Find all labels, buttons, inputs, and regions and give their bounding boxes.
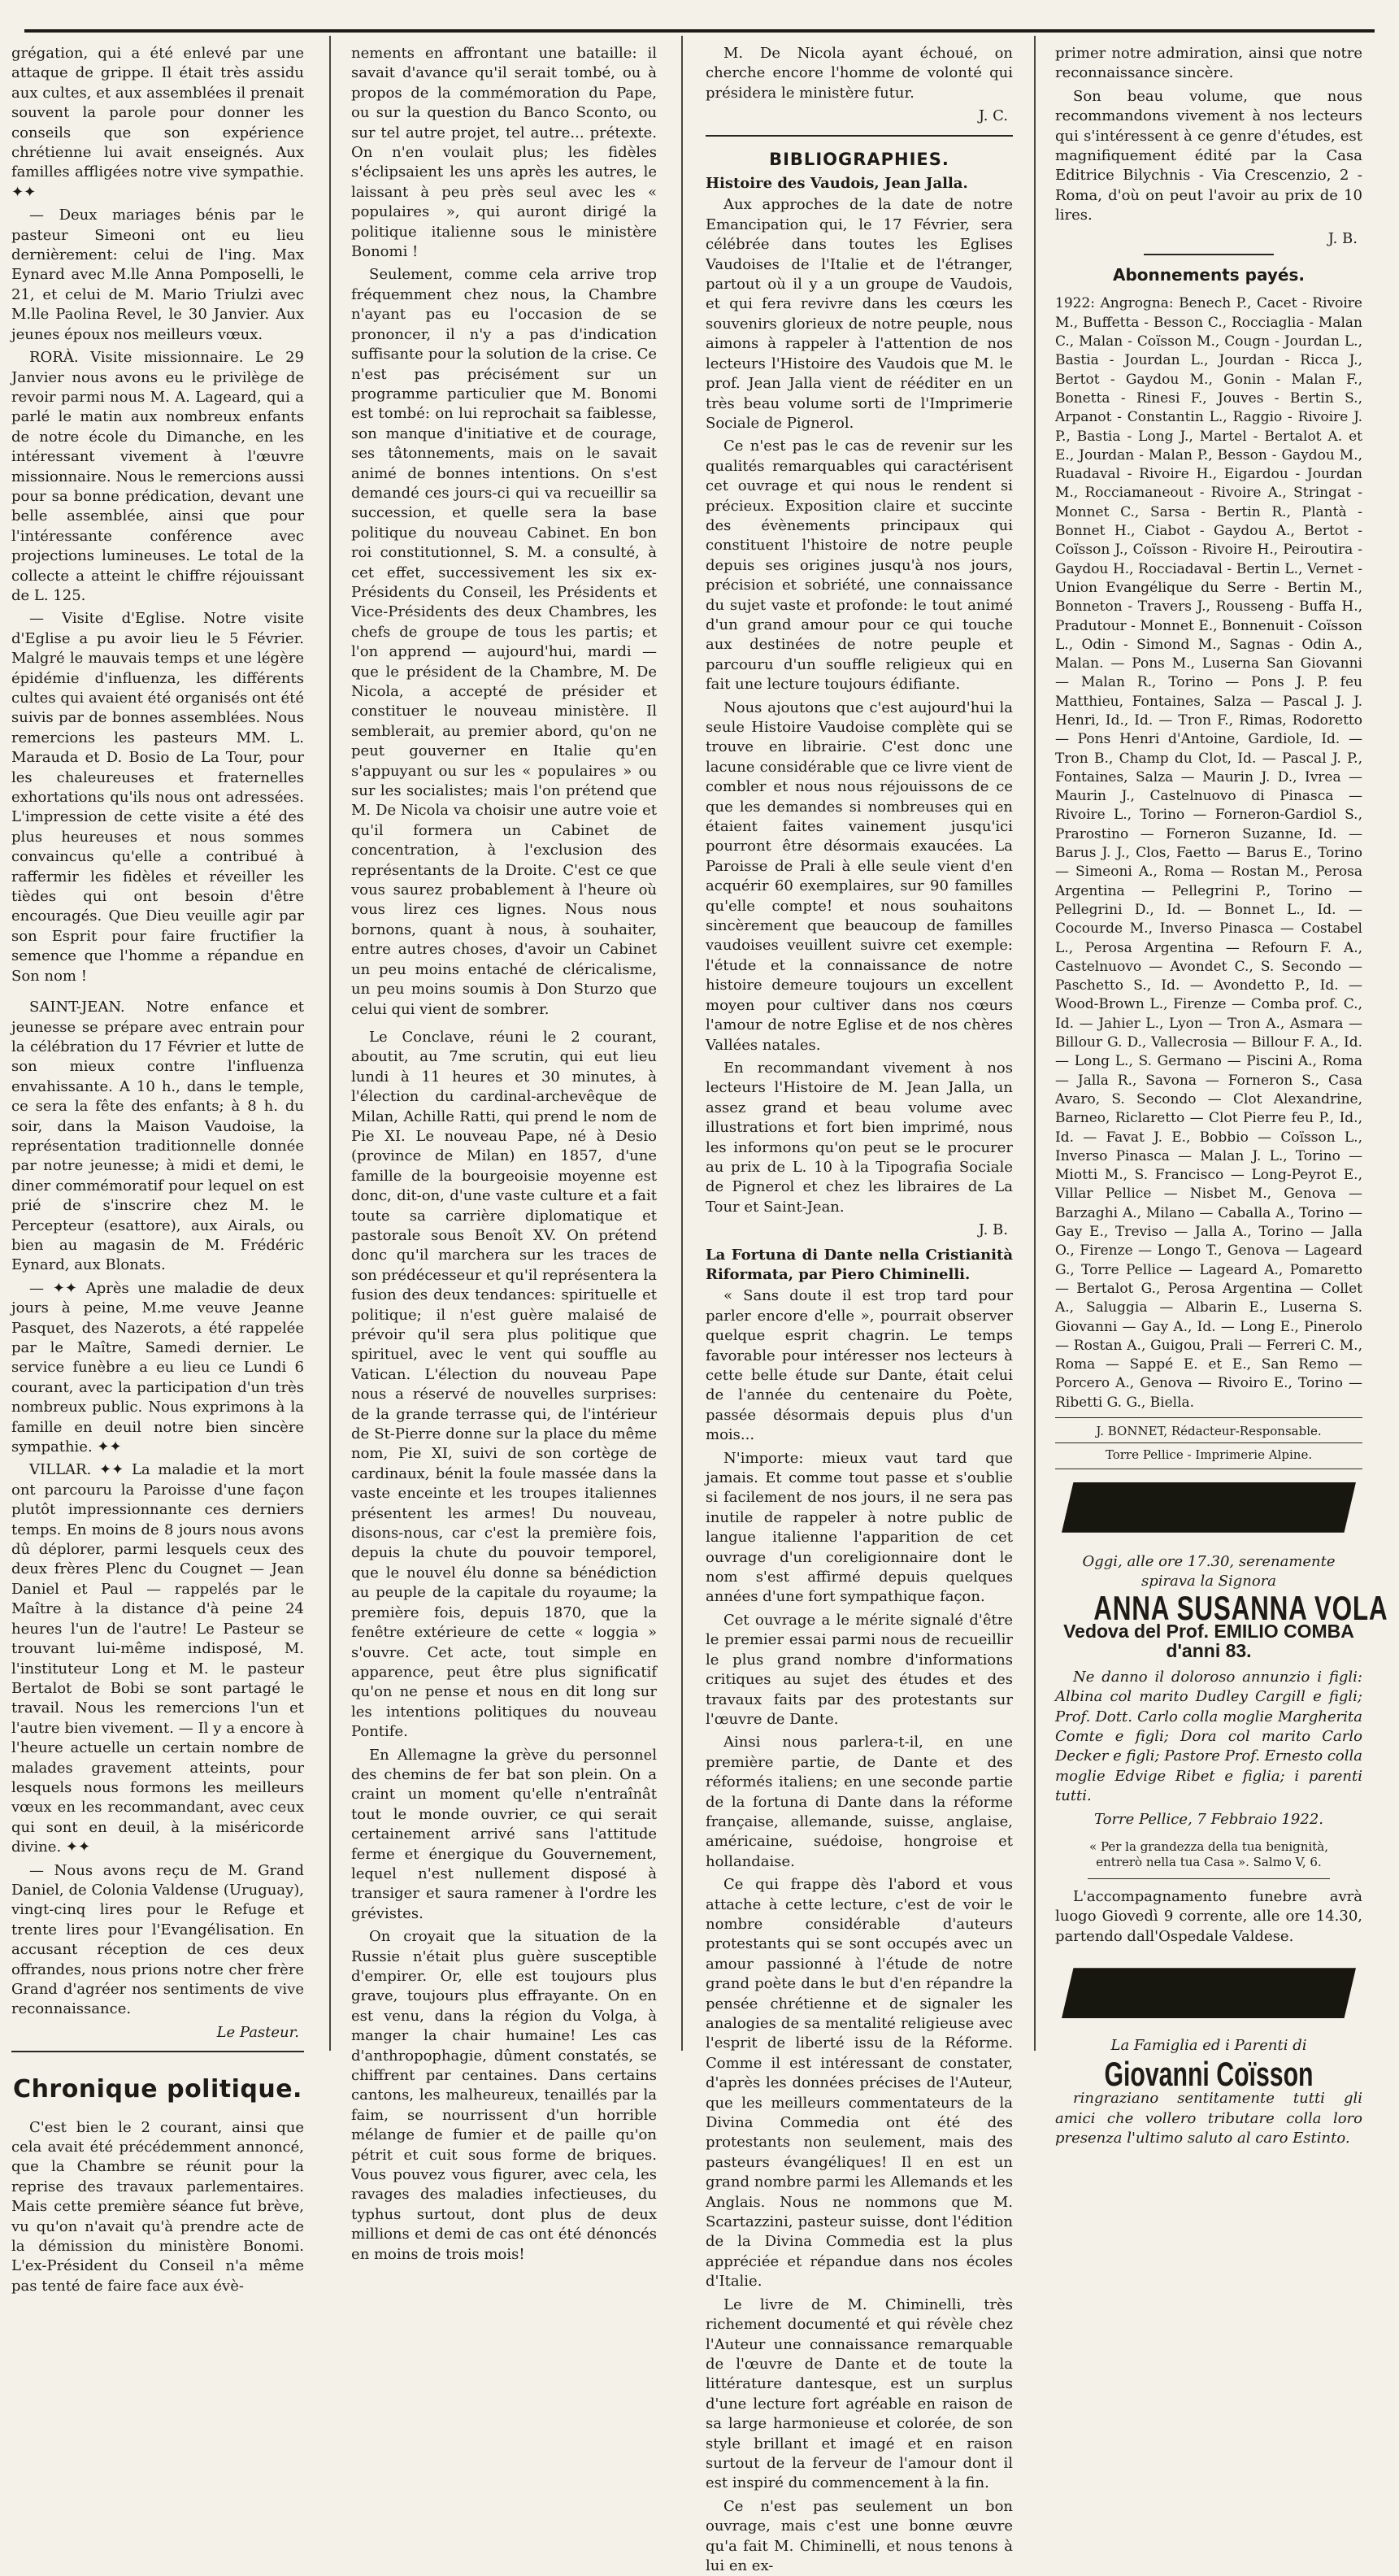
funeral-notice: L'accompagnamento funebre avrà luogo Giovedì 9 corrente, alle ore 14.30, partendo dall'Ospedale Valdese.	[1055, 1888, 1362, 1945]
obituary-age: d'anni 83.	[1166, 1640, 1252, 1662]
section-title: Chronique politique.	[13, 2075, 302, 2104]
signature: Le Pasteur.	[216, 2023, 299, 2041]
column-4	[1055, 44, 1388, 2147]
top-rule	[24, 29, 1375, 33]
paragraph: Le Conclave, réuni le 2 courant, aboutit, au 7me scrutin, qui eut lieu lundi à 11 heures et 30 minutes, à l'élection du cardinal-archevêque de Milan, Achille Ratti, qui prend le nom de Pie XI. Le nouveau Pape, né à Desio (province de Milan) en 1857, d'une famille de la bourgeoisie moyenne est donc, dit-on, d'une vaste culture et a fait toute sa carrière diplomatique et pastorale sous Benoît XV. On prétend donc qu'il marchera sur les traces de son prédécesseur et qu'il représentera la fusion des deux tendances: spirituelle et politique; il n'est guère malaisé de prévoir qu'il sera plus politique que spirituel, avec le vent qui souffle au Vatican. L'élection du nouveau Pape nous a réservé de nouvelles surprises: de la grande terrasse qui, de l'intérieur de St-Pierre donne sur la place du même nom, Pie XI, suivi de son cortège de cardinaux, bénit la foule massée dans la vaste enceinte et les troupes italiennes présentent les armes! Du nouveau, disons-nous, car c'est la première fois, depuis la chute du pouvoir temporel, que le nouvel élu donne sa bénédiction au peuple de la capitale du royaume; la première fois, depuis 1870, que la fenêtre extérieure de cette « loggia » s'ouvre. Cet acte, tout simple en apparence, peut être plus significatif qu'on ne pense et nous en dit long sur les intentions politiques du nouveau Pontife.	[351, 1028, 657, 1741]
obituary-family: Ne danno il doloroso annunzio i figli: Albina col marito Dudley Cargill e figli; Prof. Dott. Carlo colla moglie Margherita Comte e figli; Dora col marito Carlo Decker e figli; Pastore Prof. Ernesto colla moglie Edvige Ribet e figlia; i parenti tutti.	[1055, 1668, 1362, 1805]
printer-line: Torre Pellice - Imprimerie Alpine.	[1055, 1443, 1362, 1469]
paragraph: Ce qui frappe dès l'abord et vous attache à cette lecture, c'est de voir le nombre considérable d'auteurs protestants qui se sont occupés avec un amour passionné à l'étude de notre grand poète dans le but d'en répandre la pensée chrétienne et de signaler les analogies de sa mentalité religieuse avec l'esprit de liberté issu de la Réforme. Comme il est intéressant de constater, d'après les données précises de l'Auteur, que les meilleurs commentateurs de la Divina Commedia ont été des protestants non seulement, mais des pasteurs évangéliques! Il en est un grand nombre parmi les Allemands et les Anglais. Nous ne nommons que M. Scartazzini, pasteur suisse, dont l'édition de la Divina Commedia est la plus appréciée et répandue dans nos écoles d'Italie.	[706, 1876, 1013, 2291]
paragraph: Le livre de M. Chiminelli, très richement documenté et qui révèle chez l'Auteur une connaissance remarquable de l'œuvre de Dante et de toute la littérature dantesque, est un surplus d'une lecture fort agréable en raison de sa large harmonieuse et colorée, de son style brillant et imagé et en raison surtout de la ferveur de l'amour dont il est inspiré du commencement à la fin.	[706, 2295, 1013, 2492]
paragraph: nements en affrontant une bataille: il savait d'avance qu'il serait tombé, ou à propos de la commémoration du Pape, ou sur la question du Banco Sconto, ou sur tel autre projet, tel autre... prétexte. On n'en voulait plus; les fidèles s'éclipsaient les uns après les autres, le laissant à peu près seul avec les « populaires », qui auront dirigé la politique italienne sous le ministère Bonomi !	[351, 45, 657, 261]
column-divider	[329, 36, 331, 2051]
obituary-name: Giovanni Coïsson	[1104, 2054, 1314, 2093]
column-divider	[1034, 36, 1036, 2051]
paragraph: — ✦✦ Après une maladie de deux jours à peine, M.me veuve Jeanne Pasquet, des Nazerots, a été rappelée par le Maître, Samedi dernier. Le service funèbre a eu lieu ce Lundi 6 courant, avec la participation d'un très nombreux public. Nous exprimons à la famille en deuil notre bien sincère sympathie. ✦✦	[11, 1279, 304, 1456]
book-heading: Histoire des Vaudois, Jean Jalla.	[706, 175, 968, 193]
paragraph: RORÀ. Visite missionnaire. Le 29 Janvier nous avons eu le privilège de revoir parmi nous M. A. Lageard, qui a parlé le matin aux nombreux enfants de notre école du Dimanche, en les intéressant vivement à l'œuvre missionnaire. Nous le remercions aussi pour sa bonne prédication, devant une belle assemblée, ainsi que pour l'intéressante conférence avec projections lumineuses. Le total de la collecte a atteint le chiffre réjouissant de L. 125.	[11, 349, 304, 604]
obituary-subtitle: Vedova del Prof. EMILIO COMBA	[1063, 1621, 1354, 1643]
obituary-quote: « Per la grandezza della tua benignità, entrerò nella tua Casa ». Salmo V, 6.	[1088, 1839, 1330, 1879]
section-title: Abonnements payés.	[1113, 265, 1305, 285]
section-divider	[11, 2051, 304, 2052]
paragraph: C'est bien le 2 courant, ainsi que cela avait été précédemment annoncé, que la Chambre se réunit pour la reprise des travaux parlementaires. Mais cette première séance fut brève, vu qu'on n'avait qu'à prendre acte de la démission du ministère Bonomi. L'ex-Président du Conseil n'a même pas tenté de faire face aux évè-	[11, 2118, 304, 2295]
paragraph: Nous ajoutons que c'est aujourd'hui la seule Histoire Vaudoise complète qui se trouve en librairie. C'est donc une lacune considérable que ce livre vient de combler et nous nous réjouissons de ce que les demandes si nombreuses qui en étaient faites vainement jusqu'ici pourront être désormais exaucées. La Paroisse de Prali à elle seule vient d'en acquérir 60 exemplaires, sur 90 familles qu'elle compte! et nous souhaitons sincèrement que beaucoup de familles vaudoises veuillent suivre cet exemple: l'étude et la connaissance de notre histoire demeure toujours un excellent moyen pour cultiver dans nos cœurs l'amour de notre Eglise et de nos chères Vallées natales.	[706, 698, 1013, 1054]
section-title: BIBLIOGRAPHIES.	[769, 149, 949, 169]
paragraph: — Nous avons reçu de M. Grand Daniel, de Colonia Valdense (Uruguay), vingt-cinq lires pour le Refuge et trente lires pour l'Evangélisation. En accusant réception de ces deux offrandes, nous prions notre cher frère Grand d'agréer nos sentiments de vive reconnaissance.	[11, 1861, 304, 2018]
paragraph: primer notre admiration, ainsi que notre reconnaissance sincère.	[1055, 45, 1362, 82]
section-divider	[1144, 254, 1274, 255]
paragraph: — Deux mariages bénis par le pasteur Simeoni ont eu lieu dernièrement: celui de l'ing. Max Eynard avec M.lle Anna Pomposelli, le 21, et celui de M. Mario Triulzi avec M.lle Paolina Revel, le 30 Janvier. Aux jeunes époux nos meilleurs vœux.	[11, 207, 304, 343]
obituary-name: ANNA SUSANNA VOLA	[1093, 1588, 1388, 1627]
column-3	[706, 44, 1013, 2574]
paragraph: — Visite d'Eglise. Notre visite d'Eglise a pu avoir lieu le 5 Février. Malgré le mauvais temps et une légère épidémie d'influenza, les différents cultes qui avaient été organisés ont été suivis par de bonnes assemblées. Nous remercions les pasteurs MM. L. Marauda et D. Bosio de La Tour, pour les chaleureuses et fraternelles exhortations qu'ils nous ont adressées. L'impression de cette visite a été des plus heureuses et nous sommes convaincus qu'elle a contribué à raffermir les fidèles et réveiller les tièdes qui ont besoin d'être encouragés. Que Dieu veuille agir par son Esprit pour faire fructifier la semence que l'homme a répandue en Son nom !	[11, 610, 304, 985]
book-heading: La Fortuna di Dante nella Cristianità Riformata, par Piero Chiminelli.	[706, 1246, 1013, 1283]
paragraph: Ce n'est pas le cas de revenir sur les qualités remarquables qui caractérisent cet ouvrage et qui nous le rendent si précieux. Exposition claire et succinte des évènements principaux qui constituent l'histoire de notre peuple depuis ses origines jusqu'à nos jours, précision et sobriété, une connaissance du sujet vaste et profonde: le tout animé d'un grand amour pour ce qui touche aux destinées de notre peuple et parcouru d'un souffle religieux qui en fait une lecture toujours édifiante.	[706, 437, 1013, 694]
thanks-text: ringraziano sentitamente tutti gli amici che vollero tributare colla loro presenza l'ultimo saluto al caro Estinto.	[1055, 2090, 1362, 2147]
section-divider	[706, 135, 1013, 137]
paragraph: VILLAR. ✦✦ La maladie et la mort ont parcouru la Paroisse d'une façon plutôt impressionnante ces derniers temps. En moins de 8 jours nous avons dû déplorer, parmi lesquels ceux des deux frères Plenc du Cougnet — Jean Daniel et Paul — rappelés par le Maître à la distance d'à peine 24 heures l'un de l'autre! Le Pasteur se trouvant lui-même indisposé, M. l'instituteur Long et M. le pasteur Bertalot de Bobi se sont partagé le travail. Nous les remercions l'un et l'autre bien vivement. — Il y a encore à l'heure actuelle un certain nombre de malades gravement atteints, pour lesquels nous formons les meilleurs vœux en les recommandant, avec ceux qui sont en deuil, à la miséricorde divine. ✦✦	[11, 1461, 304, 1856]
paragraph: Aux approches de la date de notre Emancipation qui, le 17 Février, sera célébrée dans toutes les Eglises Vaudoises de l'Italie et de l'étranger, partout où il y a un groupe de Vaudois, et qui fera revivre dans les cœurs les souvenirs glorieux de notre peuple, nous aimons à rappeler à l'attention de nos lecteurs l'Histoire des Vaudois que M. le prof. Jean Jalla vient de rééditer en un très beau volume sorti de l'Imprimerie Sociale de Pignerol.	[706, 196, 1013, 432]
paragraph: On croyait que la situation de la Russie n'était plus guère susceptible d'empirer. Or, elle est toujours plus grave, toujours plus effrayante. On en est venu, dans la région du Volga, à manger la chair humaine! Les cas d'anthropophagie, dûment constatés, se chiffrent par centaines. Dans certains cantons, les malheureux, tenaillés par la faim, se nourrissent d'un horrible mélange de fumier et de paille qu'on pétrit et cuit sous forme de briques. Vous pouvez vous figurer, avec cela, les ravages des maladies infectieuses, du typhus surtout, dont plus de deux millions et demi de cas ont été dénoncés en moins de trois mois!	[351, 1928, 657, 2263]
column-1	[11, 44, 304, 2295]
paragraph: M. De Nicola ayant échoué, on cherche encore l'homme de volonté qui présidera le ministère futur.	[706, 45, 1013, 102]
column-2	[351, 44, 657, 2263]
subscriber-list: 1922: Angrogna: Benech P., Cacet - Rivoire M., Buffetta - Besson C., Rocciaglia - Malan C., Malan - Coïsson M., Cougn - Jourdan L., Bastia - Jourdan L., Jourdan - Ricca J., Bertot - Gaydou M., Gonin - Malan F., Bonetta - Rinesi F., Jouves - Bertin S., Arpanot - Constantin L., Raggio - Rivoire J. P., Bastia - Long J., Martel - Bertalot A. et E., Jourdan - Malan P., Besson - Gaydou M., Ruadaval - Rivoire H., Eigardou - Jourdan M., Rocciamaneout - Rivoire A., Stringat - Monnet C., Sarsa - Bertin R., Plantà - Bonnet H., Ciabot - Gaydou A., Bertot - Coïsson J., Coïsson - Rivoire H., Peiroutira - Gaydou H., Rocciadaval - Bertin L., Vernet - Union Evangélique du Serre - Bertin M., Bonneton - Travers J., Rousseng - Buffa H., Pradutour - Monnet E., Bonnenuit - Coïsson L., Odin - Simond M., Sagnas - Odin A., Malan. — Pons M., Luserna San Giovanni — Malan R., Torino — Pons J. P. feu Matthieu, Fontaines, Salza — Pascal J. J. Henri, Id., Id. — Tron F., Rimas, Rodoretto — Pons Henri d'Antoine, Gardiole, Id. — Tron B., Champ du Clot, Id. — Pascal J. P., Fontaines, Salza — Maurin J. D., Ivrea — Maurin J., Castelnuovo di Pinasca — Rivoire L., Torino — Forneron-Gardiol S., Prarostino — Forneron Suzanne, Id. — Barus J. J., Clos, Faetto — Barus E., Torino — Simeoni A., Roma — Rostan M., Perosa Argentina — Pellegrini P., Torino — Pellegrini D., Id. — Bonnet L., Id. — Cocourde M., Inverso Pinasca — Costabel L., Perosa Argentina — Refourn F. A., Castelnuovo — Avondet C., S. Secondo — Paschetto S., Id. — Avondetto P., Id. — Wood-Brown L., Firenze — Comba prof. C., Id. — Jahier L., Lyon — Tron A., Asmara — Billour G. D., Vallecrosia — Billour F. A., Id. — Long L., S. Germano — Piscini A., Roma — Jalla R., Savona — Forneron S., Casa Avaro, S. Secondo — Clot Alexandrine, Barneo, Riclaretto — Clot Pierre feu P., Id., Id. — Favat J. E., Bobbio — Coïsson L., Inverso Pinasca — Malan J. L., Torino — Miotti M., S. Francisco — Long-Peyrot E., Villar Pellice — Nisbet M., Genova — Barzaghi A., Milano — Caballa A., Torino — Gay E., Treviso — Jalla A., Torino — Jalla O., Firenze — Longo T., Genova — Lageard G., Torre Pellice — Lageard A., Pomaretto — Bertalot G., Perosa Argentina — Collet A., Saluggia — Albarin E., Luserna S. Giovanni — Gay A., Id. — Long E., Pinerolo — Rostan A., Guigou, Prali — Ferreri C. M., Roma — Sappé E. et E., San Remo — Porcero A., Genova — Rivoiro E., Torino — Ribetti G. G., Biella.	[1055, 295, 1362, 1411]
editor-line: J. BONNET, Rédacteur-Responsable.	[1055, 1417, 1362, 1443]
column-divider	[681, 36, 683, 2051]
paragraph: N'importe: mieux vaut tard que jamais. Et comme tout passe et s'oublie si facilement de nos jours, il ne sera pas inutile de rappeler à notre public de langue italienne l'apparition de cet ouvrage d'un coreligionnaire dont le nom s'est affirmé depuis quelques années d'une fort sympathique façon.	[706, 1449, 1013, 1606]
paragraph: SAINT-JEAN. Notre enfance et jeunesse se prépare avec entrain pour la célébration du 17 Février et lutte de son mieux contre l'influenza envahissante. A 10 h., dans le temple, ce sera la fête des enfants; à 8 h. du soir, dans la Maison Vaudoise, la représentation traditionnelle donnée par notre jeunesse; à midi et demi, le diner commémoratif pour lequel on est prié de s'inscrire chez M. le Percepteur (esattore), aux Airals, ou bien au magasin de M. Frédéric Eynard, aux Blonats.	[11, 999, 304, 1274]
obituary-date: Torre Pellice, 7 Febbraio 1922.	[1094, 1810, 1323, 1828]
paragraph: Seulement, comme cela arrive trop fréquemment chez nous, la Chambre n'ayant pas eu l'occasion de se prononcer, il n'y a pas d'indication suffisante pour la solution de la crise. Ce n'est pas précisément sur un programme particulier que M. Bonomi est tombé: on lui reprochait sa faiblesse, son manque d'initiative et de courage, ses tâtonnements, mais on le savait animé de bonnes intentions. On s'est demandé ces jours-ci qui va recueillir sa succession, et quelle sera la base politique du nouveau Cabinet. En bon roi constitutionnel, S. M. a consulté, à cet effet, successivement les six ex-Présidents du Conseil, les Présidents et Vice-Présidents des deux Chambres, les chefs de groupe de tous les partis; et l'on apprend — aujourd'hui, mardi — que le président de la Chambre, M. De Nicola, a accepté de présider et constituer le nouveau ministère. Il semblerait, au premier abord, qu'on ne peut gouverner en Italie qu'en s'appuyant ou sur les « populaires » ou sur les socialistes; mais l'on prétend que M. De Nicola va choisir une autre voie et qu'il formera un Cabinet de concentration, à l'exclusion des représentants de la Droite. C'est ce que vous saurez probablement à l'heure où vous lirez ces lignes. Nous nous bornons, quant à nous, à souhaiter, entre autres choses, d'avoir un Cabinet un peu moins entaché de cléricalisme, un peu moins soumis à Don Sturzo que celui qui vient de sombrer.	[351, 266, 657, 1018]
paragraph: En recommandant vivement à nos lecteurs l'Histoire de M. Jean Jalla, un assez grand et beau volume avec illustrations et fort bien imprimé, nous les informons qu'on peut se le procurer au prix de L. 10 à la Tipografia Sociale de Pignerol et chez les libraires de La Tour et Saint-Jean.	[706, 1059, 1013, 1216]
paragraph: Ce n'est pas seulement un bon ouvrage, mais c'est une bonne œuvre qu'a fait M. Chiminelli, et nous tenons à lui en ex-	[706, 2497, 1013, 2574]
mourning-band	[1062, 1968, 1356, 2018]
signature: J. B.	[1327, 229, 1358, 247]
mourning-band	[1062, 1482, 1356, 1533]
paragraph: Ainsi nous parlera-t-il, en une première partie, de Dante et des réformés italiens; en une seconde partie de la fortuna di Dante dans la réforme française, allemande, suisse, anglaise, américaine, suédoise, hongroise et hollandaise.	[706, 1734, 1013, 1870]
obituary-intro: Oggi, alle ore 17.30, serenamente spirava la Signora	[1082, 1552, 1336, 1590]
signature: J. B.	[978, 1221, 1008, 1239]
signature: J. C.	[978, 107, 1008, 125]
paragraph: Son beau volume, que nous recommandons vivement à nos lecteurs qui s'intéressent à ce genre d'études, est magnifiquement édité par la Casa Editrice Bilychnis - Via Crescenzio, 2 - Roma, d'où on peut l'avoir au prix de 10 lires.	[1055, 87, 1362, 224]
obituary-intro: La Famiglia ed i Parenti di	[1110, 2037, 1307, 2055]
paragraph: grégation, qui a été enlevé par une attaque de grippe. Il était très assidu aux cultes, et aux assemblées il prenait souvent la parole pour donner les conseils que son expérience chrétienne lui avait enseignés. Aux familles affligées notre vive sympathie. ✦✦	[11, 45, 304, 201]
paragraph: « Sans doute il est trop tard pour parler encore d'elle », pourrait observer quelque esprit chagrin. Le temps favorable pour intéresser nos lecteurs à cette belle étude sur Dante, était celui de l'année du centenaire du Poète, passée désormais depuis plus d'un mois...	[706, 1287, 1013, 1444]
paragraph: Cet ouvrage a le mérite signalé d'être le premier essai parmi nous de recueillir le plus grand nombre d'informations critiques au sujet des études et des travaux faits par des protestants sur l'œuvre de Dante.	[706, 1611, 1013, 1728]
paragraph: En Allemagne la grève du personnel des chemins de fer bat son plein. On a craint un moment qu'elle n'entraînât tout le monde ouvrier, ce qui serait certainement arrivé sans l'attitude ferme et énergique du Gouvernement, lequel n'est nullement disposé à transiger et saura ramener à l'ordre les grévistes.	[351, 1746, 657, 1922]
